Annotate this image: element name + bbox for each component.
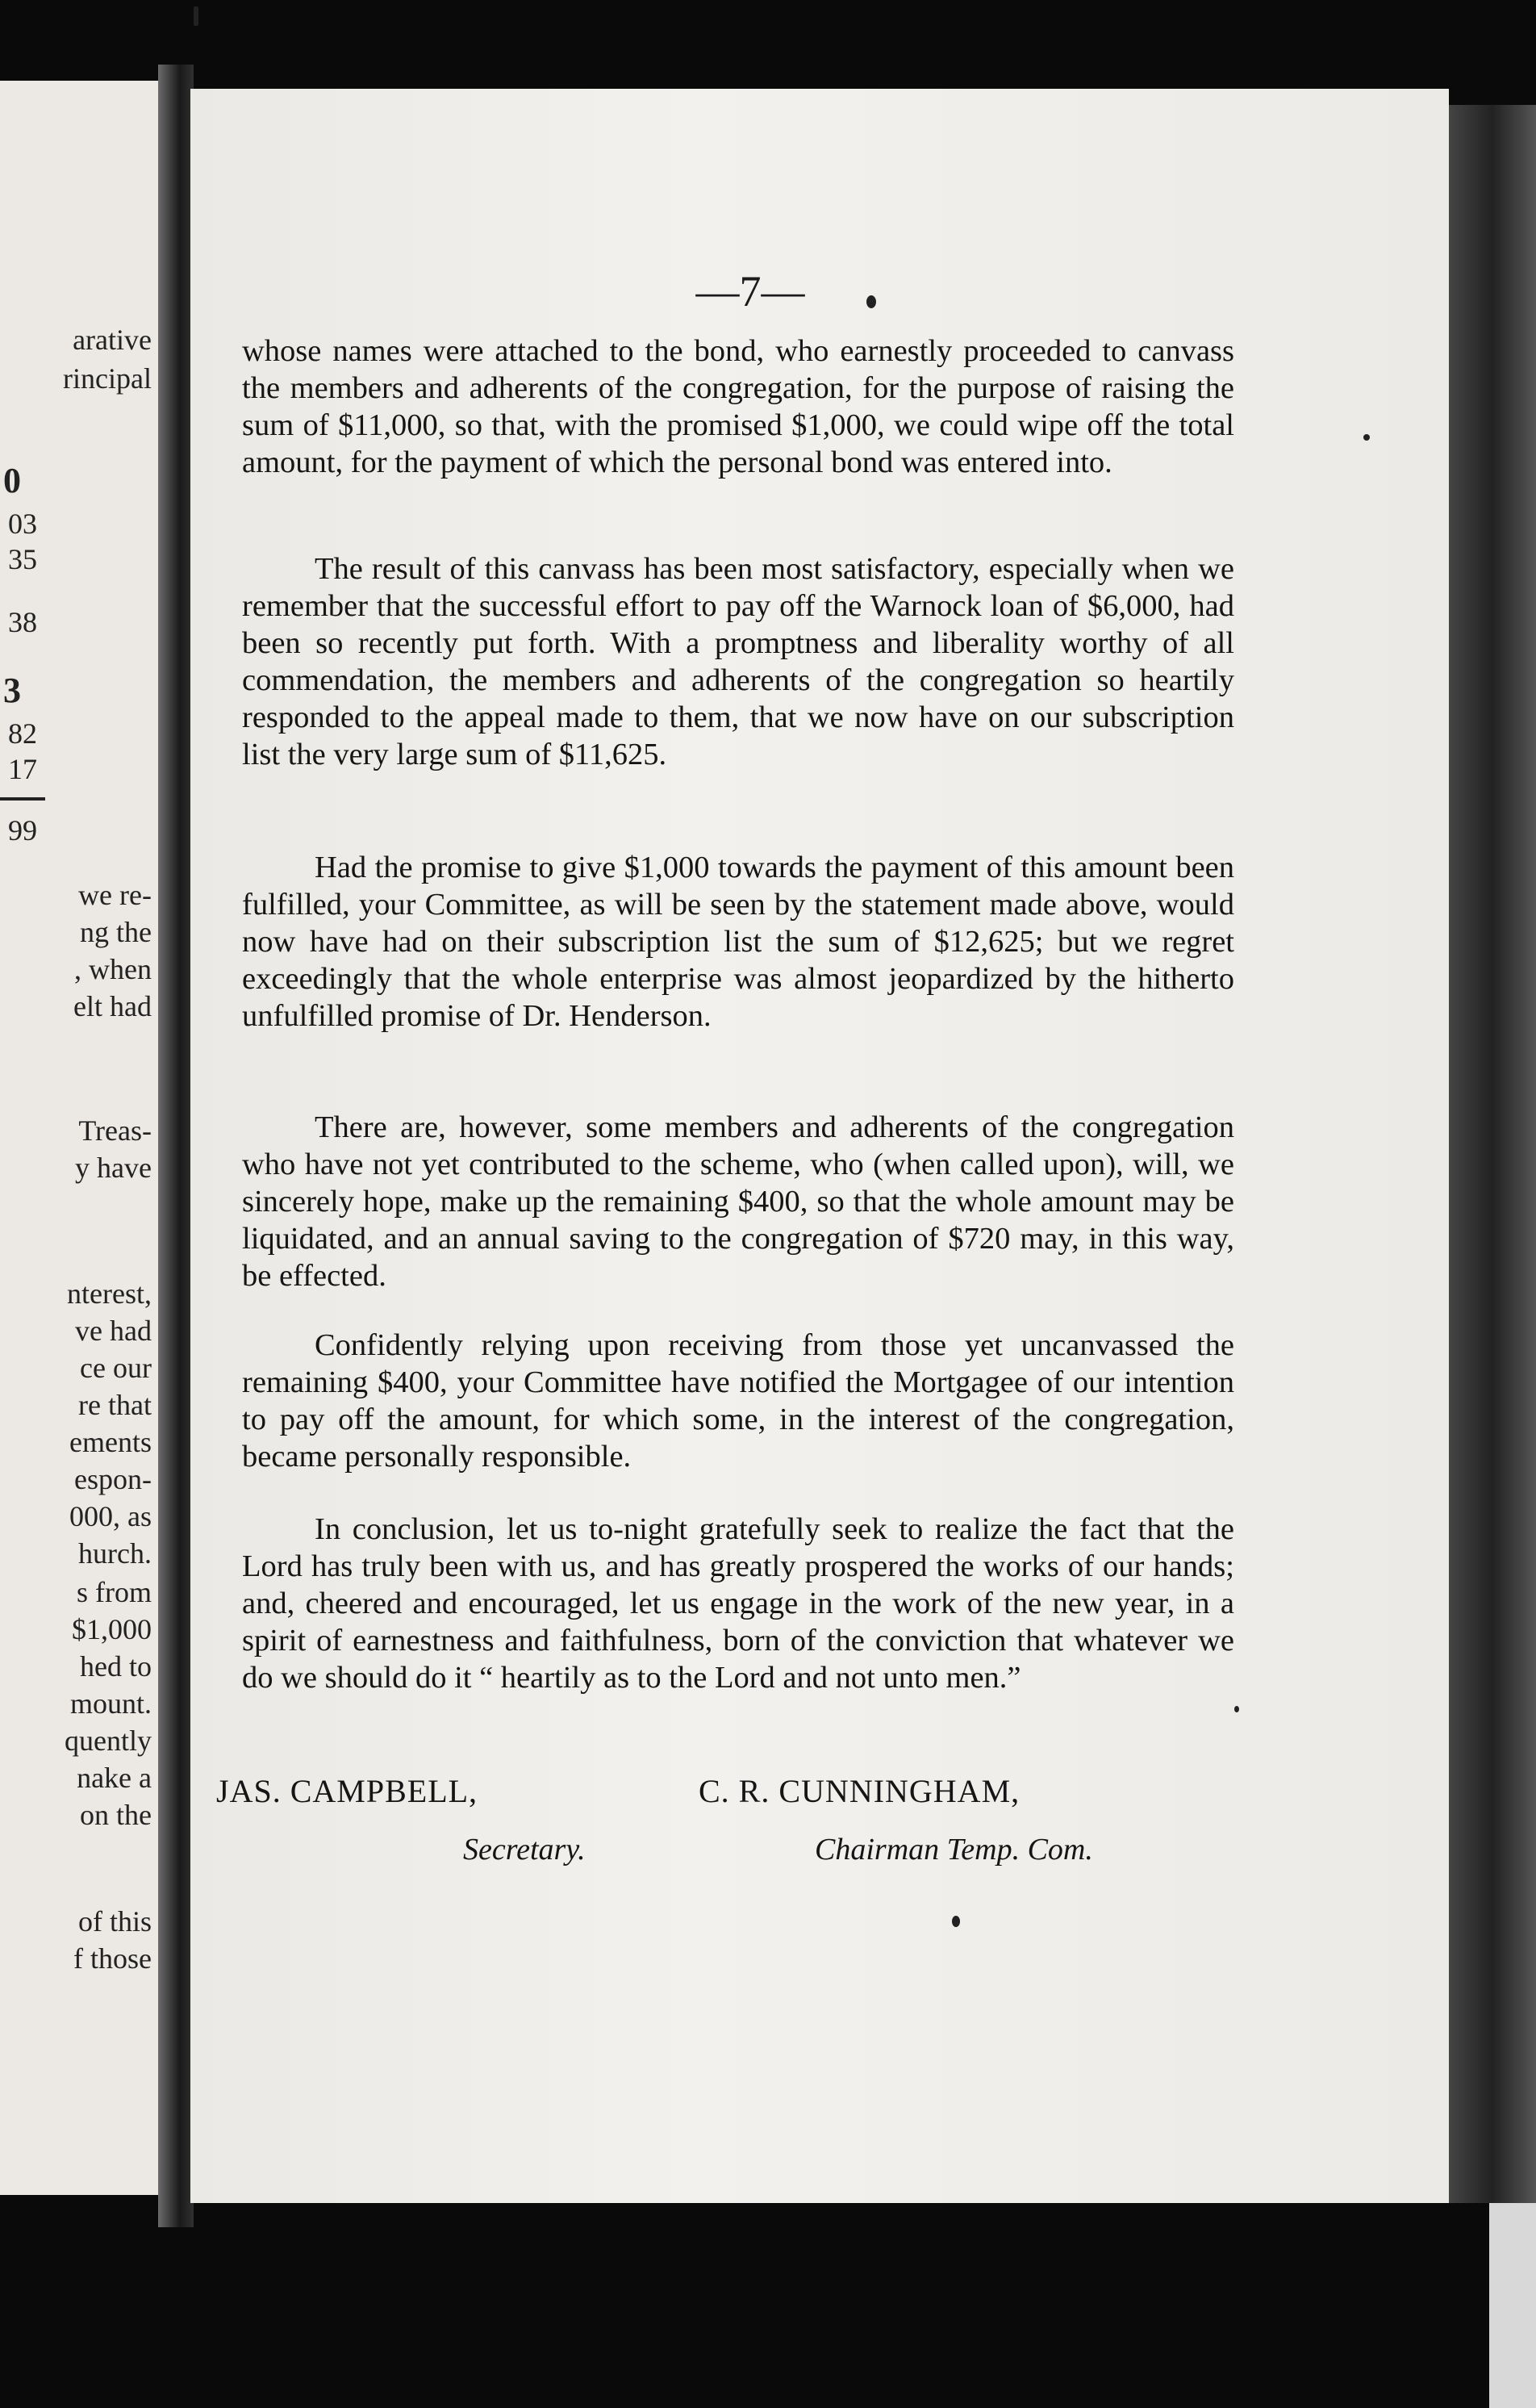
body-paragraph: The result of this canvass has been most satisfactory, especially when we remember that the successful effort to pay off the Warnock loan of $6,000, had been so recently put forth. With a promptness and liberality worthy of all commendation, the members and adherents of the congregation so heartily responded to the appeal made to them, that we now have on our subscription list the very large sum of $11,625. (242, 552, 1234, 771)
body-paragraph: whose names were attached to the bond, who earnestly proceeded to canvass the members and adherents of the congregation, for the purpose of raising the sum of $11,000, so that, with the promised $1,000, we could wipe off the total amount, for the payment of which the personal bond was entered into. (242, 334, 1234, 479)
print-speck (1363, 434, 1370, 441)
left-page-fragment: we re- (78, 879, 152, 911)
left-page-fragment: f those (73, 1942, 152, 1975)
signature-name-secretary: JAS. CAMPBELL, (216, 1773, 478, 1809)
left-page-fragment: 03 (8, 508, 37, 540)
left-page-fragment: mount. (69, 1687, 152, 1720)
left-page-fragment: elt had (73, 990, 152, 1022)
left-page-fragment: on the (80, 1799, 152, 1831)
page-stack-strip (1489, 2203, 1536, 2408)
left-page-fragment: ements (69, 1426, 152, 1458)
left-page-fragment: re that (78, 1389, 152, 1421)
left-page-fragment: 000, as (69, 1500, 152, 1532)
left-page-fragment: arative (73, 324, 152, 356)
left-page-fragment: 3 (3, 671, 21, 710)
left-page-fragment: espon- (74, 1463, 152, 1495)
book-gutter (158, 65, 194, 2227)
left-page-fragment: nterest, (67, 1277, 152, 1310)
print-speck (952, 1916, 960, 1927)
print-speck (194, 6, 198, 26)
left-page-fragment: Treas- (78, 1114, 152, 1147)
page-number: —7— (695, 267, 805, 316)
left-page-fragment: hurch. (78, 1537, 152, 1570)
body-paragraph: There are, however, some members and adherents of the congregation who have not yet contributed to the scheme, who (when called upon), will, we sincerely hope, make up the remaining $400, so that the whole amount may be liquidated, and an annual saving to the congregation of $720 may, in this way, be effected. (242, 1110, 1234, 1293)
signature-name-chairman: C. R. CUNNINGHAM, (699, 1773, 1021, 1809)
left-page-fragment: 82 (8, 717, 37, 750)
left-page-rule (0, 797, 45, 801)
body-paragraph: Confidently relying upon receiving from those yet uncanvassed the remaining $400, your Committee have notified the Mortgagee of our intention to pay off the amount, for which some, in the interest of the congregation, became personally responsible. (242, 1328, 1234, 1474)
left-page-fragment: 35 (8, 543, 37, 575)
left-adjacent-page (0, 81, 158, 2195)
left-page-fragment: 38 (8, 606, 37, 638)
left-page-fragment: s from (77, 1576, 152, 1608)
left-page-fragment: ve had (75, 1315, 152, 1347)
signature-title-chairman: Chairman Temp. Com. (815, 1833, 1093, 1867)
left-page-fragment: 0 (3, 461, 21, 500)
left-page-fragment: 99 (8, 814, 37, 847)
left-page-fragment: hed to (80, 1650, 152, 1683)
left-page-fragment: 17 (8, 753, 37, 785)
body-paragraph: Had the promise to give $1,000 towards the payment of this amount been fulfilled, your Committee, as will be seen by the statement made above, would now have had on their subscription list the sum of $12,625; but we regret exceedingly that the whole enterprise was almost jeopardized by the hitherto unfulfilled promise of Dr. Henderson. (242, 851, 1234, 1033)
signature-title-secretary: Secretary. (463, 1833, 586, 1867)
left-page-fragment: y have (75, 1152, 152, 1184)
left-page-fragment: ng the (80, 916, 152, 948)
body-paragraph: In conclusion, let us to-night gratefully seek to realize the fact that the Lord has truly been with us, and has greatly prospered the works of our hands; and, cheered and encouraged, let us engage in the work of the new year, in a spirit of earnestness and faithfulness, born of the conviction that whatever we do we should do it “ heartily as to the Lord and not unto men.” (242, 1512, 1234, 1695)
print-speck (1234, 1706, 1239, 1712)
left-page-fragment: , when (74, 953, 152, 985)
left-page-fragment: nake a (77, 1762, 152, 1794)
page-right-edge (1449, 105, 1536, 2203)
left-page-fragment: $1,000 (72, 1613, 152, 1645)
left-page-fragment: ce our (80, 1352, 152, 1384)
left-page-fragment: of this (77, 1905, 152, 1938)
print-speck (866, 295, 876, 308)
left-page-fragment: rincipal (63, 362, 152, 395)
left-page-fragment: quently (65, 1724, 152, 1757)
